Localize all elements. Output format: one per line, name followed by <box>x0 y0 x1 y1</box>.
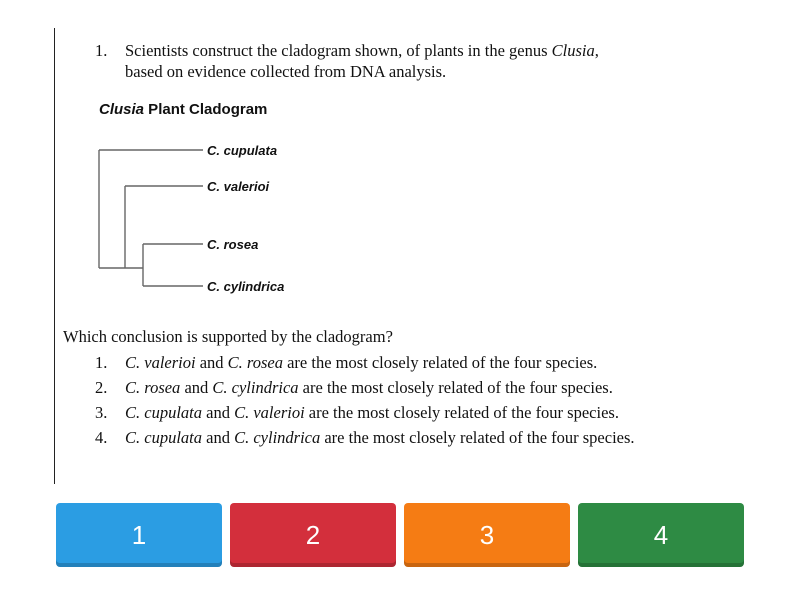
option-number: 4. <box>95 428 108 447</box>
answer-button-label: 4 <box>653 519 669 550</box>
answer-option-4 <box>95 427 755 448</box>
option-number: 1. <box>95 353 108 372</box>
cladogram-branches <box>99 150 203 286</box>
answer-option-3 <box>95 402 755 423</box>
species-label-rosea: C. rosea <box>207 237 259 252</box>
option-connector: and <box>202 403 235 422</box>
answer-button-label: 2 <box>305 519 321 550</box>
option-species-b: C. valerioi <box>234 403 305 422</box>
question-text-part2: , <box>594 41 599 60</box>
option-species-a: C. rosea <box>125 378 181 397</box>
option-connector: and <box>180 378 213 397</box>
question-panel <box>54 28 775 484</box>
option-connector: and <box>202 428 235 447</box>
question-prompt: Which conclusion is supported by the cladogram? <box>63 327 393 346</box>
question-text-part1: Scientists construct the cladogram shown, of plants in the genus <box>125 41 552 60</box>
option-rest: are the most closely related of the four species. <box>282 353 598 372</box>
option-rest: are the most closely related of the four species. <box>320 428 635 447</box>
answer-button-label: 3 <box>479 519 495 550</box>
option-number: 2. <box>95 378 108 397</box>
option-species-a: C. valerioi <box>125 353 196 372</box>
option-species-a: C. cupulata <box>125 403 202 422</box>
species-label-valerioi: C. valerioi <box>207 179 270 194</box>
option-rest: are the most closely related of the four species. <box>298 378 613 397</box>
answer-button-4[interactable] <box>578 503 744 567</box>
answer-button-label: 1 <box>131 519 147 550</box>
question-text-line2: based on evidence collected from DNA analysis. <box>125 62 447 81</box>
option-species-b: C. rosea <box>227 353 283 372</box>
option-rest: are the most closely related of the four species. <box>304 403 619 422</box>
species-label-cylindrica: C. cylindrica <box>207 279 285 294</box>
answer-button-2[interactable] <box>230 503 396 567</box>
option-species-a: C. cupulata <box>125 428 202 447</box>
question-text <box>125 40 745 82</box>
option-number: 3. <box>95 403 108 422</box>
option-species-b: C. cylindrica <box>212 378 299 397</box>
cladogram-title-genus: Clusia <box>99 101 145 118</box>
species-label-cupulata: C. cupulata <box>207 143 278 158</box>
option-species-b: C. cylindrica <box>234 428 321 447</box>
answer-option-1 <box>95 352 755 373</box>
answer-button-3[interactable] <box>404 503 570 567</box>
cladogram-title <box>99 101 267 118</box>
answer-options-list <box>95 352 755 452</box>
option-connector: and <box>195 353 228 372</box>
question-number: 1. <box>95 41 108 60</box>
answer-option-2 <box>95 377 755 398</box>
question-genus: Clusia <box>551 41 595 60</box>
cladogram-title-rest: Plant Cladogram <box>144 101 268 118</box>
answer-button-bar <box>56 503 744 567</box>
answer-button-1[interactable] <box>56 503 222 567</box>
cladogram-diagram <box>91 140 351 300</box>
